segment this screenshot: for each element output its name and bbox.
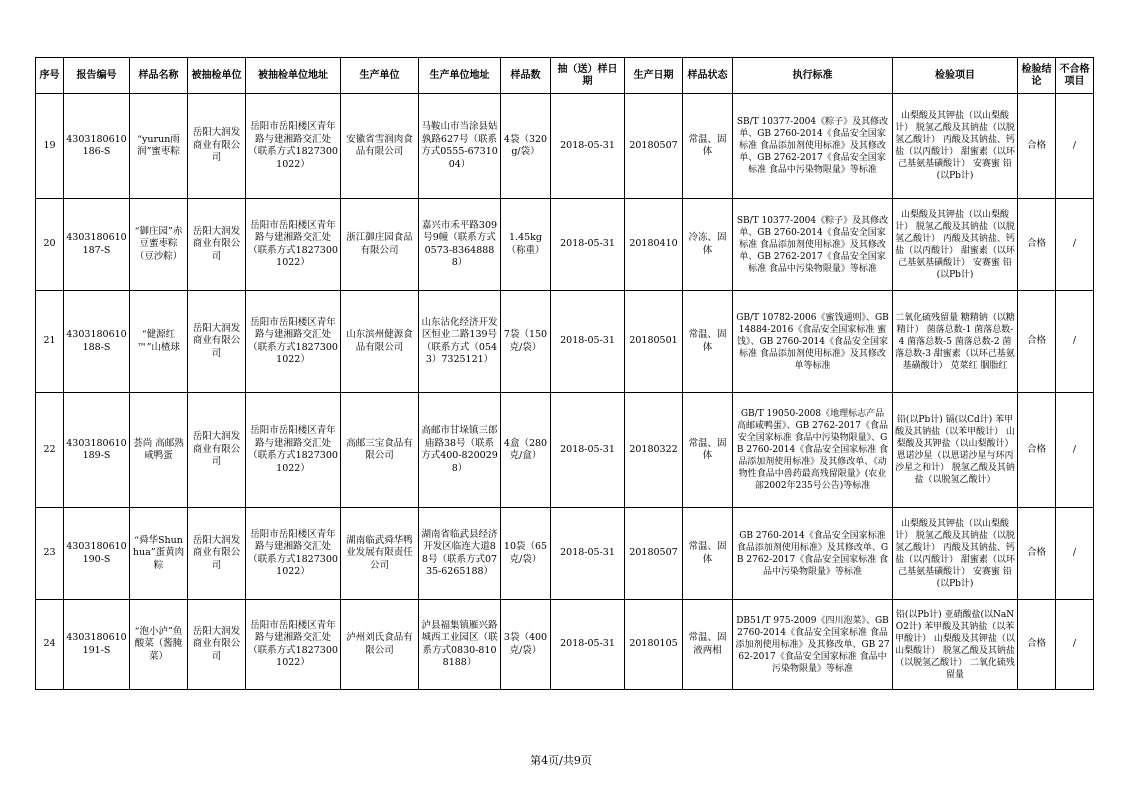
header-cell: 生产单位	[341, 58, 419, 94]
header-cell: 检验项目	[893, 58, 1018, 94]
sample-state: 常温、固体	[683, 393, 733, 508]
header-cell: 执行标准	[733, 58, 893, 94]
production-date: 20180105	[625, 600, 683, 690]
sample-state: 常温、固液两相	[683, 600, 733, 690]
execution-standard: GB/T 10782-2006《蜜饯通则》、GB 14884-2016《食品安全国家标准 蜜饯》、GB 2760-2014《食品安全国家标准 食品添加剂使用标准》及其修改单等标准	[733, 291, 893, 393]
row-number: 23	[36, 508, 64, 600]
producer: 泸州刘氏食品有限公司	[341, 600, 419, 690]
table-row	[36, 199, 1094, 291]
execution-standard: GB 2760-2014《食品安全国家标准 食品添加剂使用标准》及其修改单、GB 2762-2017《食品安全国家标准 食品中污染物限量》等标准	[733, 508, 893, 600]
sample-name: “yurun雨润”蜜枣粽	[130, 94, 188, 199]
table-row	[36, 291, 1094, 393]
sample-state: 冷冻、固体	[683, 199, 733, 291]
inspected-address: 岳阳市岳阳楼区青年路与建湘路交汇处（联系方式18273001022）	[246, 600, 341, 690]
sample-quantity: 10袋（65克/袋）	[501, 508, 551, 600]
report-number: 4303180610189-S	[64, 393, 130, 508]
inspected-address: 岳阳市岳阳楼区青年路与建湘路交汇处（联系方式18273001022）	[246, 393, 341, 508]
sampling-date: 2018-05-31	[551, 94, 625, 199]
failed-items: /	[1056, 393, 1094, 508]
sample-name: “泡小泸”鱼酸菜（酱腌菜）	[130, 600, 188, 690]
producer: 浙江御庄园食品有限公司	[341, 199, 419, 291]
sampling-date: 2018-05-31	[551, 508, 625, 600]
test-result: 合格	[1018, 291, 1056, 393]
test-items: 山梨酸及其钾盐（以山梨酸计） 脱氢乙酸及其钠盐（以脱氢乙酸计） 丙酸及其钠盐、钙盐（以丙酸计） 甜蜜素（以环己基氨基磺酸计） 安赛蜜 铅(以Pb计)	[893, 94, 1018, 199]
inspected-unit: 岳阳大润发商业有限公司	[188, 199, 246, 291]
producer: 湖南临武舜华鸭业发展有限责任公司	[341, 508, 419, 600]
producer-address: 泸县福集镇雁兴路城西工业园区（联系方式0830-8108188）	[419, 600, 501, 690]
report-number: 4303180610191-S	[64, 600, 130, 690]
table-row	[36, 94, 1094, 199]
sampling-date: 2018-05-31	[551, 393, 625, 508]
producer: 高邮三宝食品有限公司	[341, 393, 419, 508]
test-items: 铅(以Pb计) 亚硝酸盐(以NaNO2计) 苯甲酸及其钠盐（以苯甲酸计） 山梨酸及其钾盐（以山梨酸计） 脱氢乙酸及其钠盐（以脱氢乙酸计） 二氧化硫残留量	[893, 600, 1018, 690]
header-cell: 报告编号	[64, 58, 130, 94]
header-cell: 样品名称	[130, 58, 188, 94]
test-result: 合格	[1018, 199, 1056, 291]
sampling-date: 2018-05-31	[551, 199, 625, 291]
header-cell: 生产单位地址	[419, 58, 501, 94]
sampling-date: 2018-05-31	[551, 600, 625, 690]
test-result: 合格	[1018, 94, 1056, 199]
sample-state: 常温、固体	[683, 94, 733, 199]
production-date: 20180501	[625, 291, 683, 393]
report-number: 4303180610188-S	[64, 291, 130, 393]
production-date: 20180410	[625, 199, 683, 291]
producer: 安徽省雪润肉食品有限公司	[341, 94, 419, 199]
test-items: 山梨酸及其钾盐（以山梨酸计） 脱氢乙酸及其钠盐（以脱氢乙酸计） 丙酸及其钠盐、钙盐（以丙酸计） 甜蜜素（以环己基氨基磺酸计） 安赛蜜 铅(以Pb计)	[893, 508, 1018, 600]
execution-standard: SB/T 10377-2004《粽子》及其修改单、GB 2760-2014《食品安全国家标准 食品添加剂使用标准》及其修改单、GB 2762-2017《食品安全国家标准 食品中污染物限量》等标准	[733, 199, 893, 291]
row-number: 19	[36, 94, 64, 199]
execution-standard: DB51/T 975-2009《四川泡菜》、GB 2760-2014《食品安全国家标准 食品添加剂使用标准》及其修改单、GB 2762-2017《食品安全国家标准 食品中污染物限量》等标准	[733, 600, 893, 690]
production-date: 20180507	[625, 508, 683, 600]
header-cell: 被抽检单位	[188, 58, 246, 94]
failed-items: /	[1056, 94, 1094, 199]
sample-state: 常温、固体	[683, 291, 733, 393]
sampling-date: 2018-05-31	[551, 291, 625, 393]
sample-quantity: 4盒（280克/盒）	[501, 393, 551, 508]
failed-items: /	[1056, 508, 1094, 600]
producer-address: 山东沾化经济开发区恒业二路139号（联系方式（0543）7325121）	[419, 291, 501, 393]
production-date: 20180322	[625, 393, 683, 508]
inspected-address: 岳阳市岳阳楼区青年路与建湘路交汇处（联系方式18273001022）	[246, 199, 341, 291]
inspected-unit: 岳阳大润发商业有限公司	[188, 393, 246, 508]
sample-name: “舜华Shunhua”蛋黄肉粽	[130, 508, 188, 600]
header-cell: 序号	[36, 58, 64, 94]
header-cell: 抽（送）样日期	[551, 58, 625, 94]
sample-name: 荟尚 高邮熟咸鸭蛋	[130, 393, 188, 508]
production-date: 20180507	[625, 94, 683, 199]
execution-standard: SB/T 10377-2004《粽子》及其修改单、GB 2760-2014《食品安全国家标准 食品添加剂使用标准》及其修改单、GB 2762-2017《食品安全国家标准 食品中污染物限量》等标准	[733, 94, 893, 199]
header-cell: 检验结论	[1018, 58, 1056, 94]
inspected-unit: 岳阳大润发商业有限公司	[188, 600, 246, 690]
test-result: 合格	[1018, 508, 1056, 600]
inspected-address: 岳阳市岳阳楼区青年路与建湘路交汇处（联系方式18273001022）	[246, 291, 341, 393]
sample-quantity: 1.45kg（称重）	[501, 199, 551, 291]
producer-address: 高邮市甘垛镇三郎庙路38号（联系方式400-8200298）	[419, 393, 501, 508]
row-number: 21	[36, 291, 64, 393]
report-number: 4303180610190-S	[64, 508, 130, 600]
inspected-unit: 岳阳大润发商业有限公司	[188, 94, 246, 199]
test-items: 铅(以Pb计) 镉(以Cd计) 苯甲酸及其钠盐（以苯甲酸计） 山梨酸及其钾盐（以山梨酸计） 恩诺沙星（以恩诺沙星与环丙沙星之和计） 脱氢乙酸及其钠盐（以脱氢乙酸计）	[893, 393, 1018, 508]
inspection-table	[35, 57, 1094, 690]
test-result: 合格	[1018, 600, 1056, 690]
failed-items: /	[1056, 600, 1094, 690]
row-number: 24	[36, 600, 64, 690]
inspected-unit: 岳阳大润发商业有限公司	[188, 508, 246, 600]
sample-quantity: 4袋（320g/袋）	[501, 94, 551, 199]
table-row	[36, 600, 1094, 690]
execution-standard: GB/T 19050-2008《地理标志产品 高邮咸鸭蛋》、GB 2762-2017《食品安全国家标准 食品中污染物限量》、GB 2760-2014《食品安全国家标准 食品添加剂使用标准》及其修改单、《动物性食品中兽药最高残留限量》(农业部2002年235号公告)等标准	[733, 393, 893, 508]
failed-items: /	[1056, 199, 1094, 291]
inspected-address: 岳阳市岳阳楼区青年路与建湘路交汇处（联系方式18273001022）	[246, 508, 341, 600]
producer-address: 湖南省临武县经济开发区临连大道88号（联系方式0735-6265188）	[419, 508, 501, 600]
failed-items: /	[1056, 291, 1094, 393]
test-items: 山梨酸及其钾盐（以山梨酸计） 脱氢乙酸及其钠盐（以脱氢乙酸计） 丙酸及其钠盐、钙盐（以丙酸计） 甜蜜素（以环己基氨基磺酸计） 安赛蜜 铅(以Pb计)	[893, 199, 1018, 291]
report-number: 4303180610187-S	[64, 199, 130, 291]
sample-quantity: 7袋（150克/袋）	[501, 291, 551, 393]
producer: 山东滨州健源食品有限公司	[341, 291, 419, 393]
page-number: 第4页/共9页	[530, 754, 592, 767]
sample-name: “健源红™”山楂球	[130, 291, 188, 393]
report-number: 4303180610186-S	[64, 94, 130, 199]
inspected-address: 岳阳市岳阳楼区青年路与建湘路交汇处（联系方式18273001022）	[246, 94, 341, 199]
header-cell: 被抽检单位地址	[246, 58, 341, 94]
producer-address: 嘉兴市禾平路309号9幢（联系方式0573-83648888）	[419, 199, 501, 291]
sample-quantity: 3袋（400克/袋）	[501, 600, 551, 690]
producer-address: 马鞍山市当涂县姑孰路627号（联系方式0555-6731004）	[419, 94, 501, 199]
header-cell: 样品数	[501, 58, 551, 94]
row-number: 20	[36, 199, 64, 291]
inspected-unit: 岳阳大润发商业有限公司	[188, 291, 246, 393]
header-cell: 不合格项目	[1056, 58, 1094, 94]
test-items: 二氧化硫残留量 糖精钠（以糖精计） 菌落总数-1 菌落总数-4 菌落总数-5 菌落总数-2 菌落总数-3 甜蜜素（以环己基氨基磺酸计） 苋菜红 胭脂红	[893, 291, 1018, 393]
header-cell: 生产日期	[625, 58, 683, 94]
sample-name: “御庄园”赤豆蜜枣粽（豆沙粽）	[130, 199, 188, 291]
table-row	[36, 393, 1094, 508]
table-row	[36, 508, 1094, 600]
sample-state: 常温、固体	[683, 508, 733, 600]
row-number: 22	[36, 393, 64, 508]
header-row	[36, 58, 1094, 94]
test-result: 合格	[1018, 393, 1056, 508]
header-cell: 样品状态	[683, 58, 733, 94]
